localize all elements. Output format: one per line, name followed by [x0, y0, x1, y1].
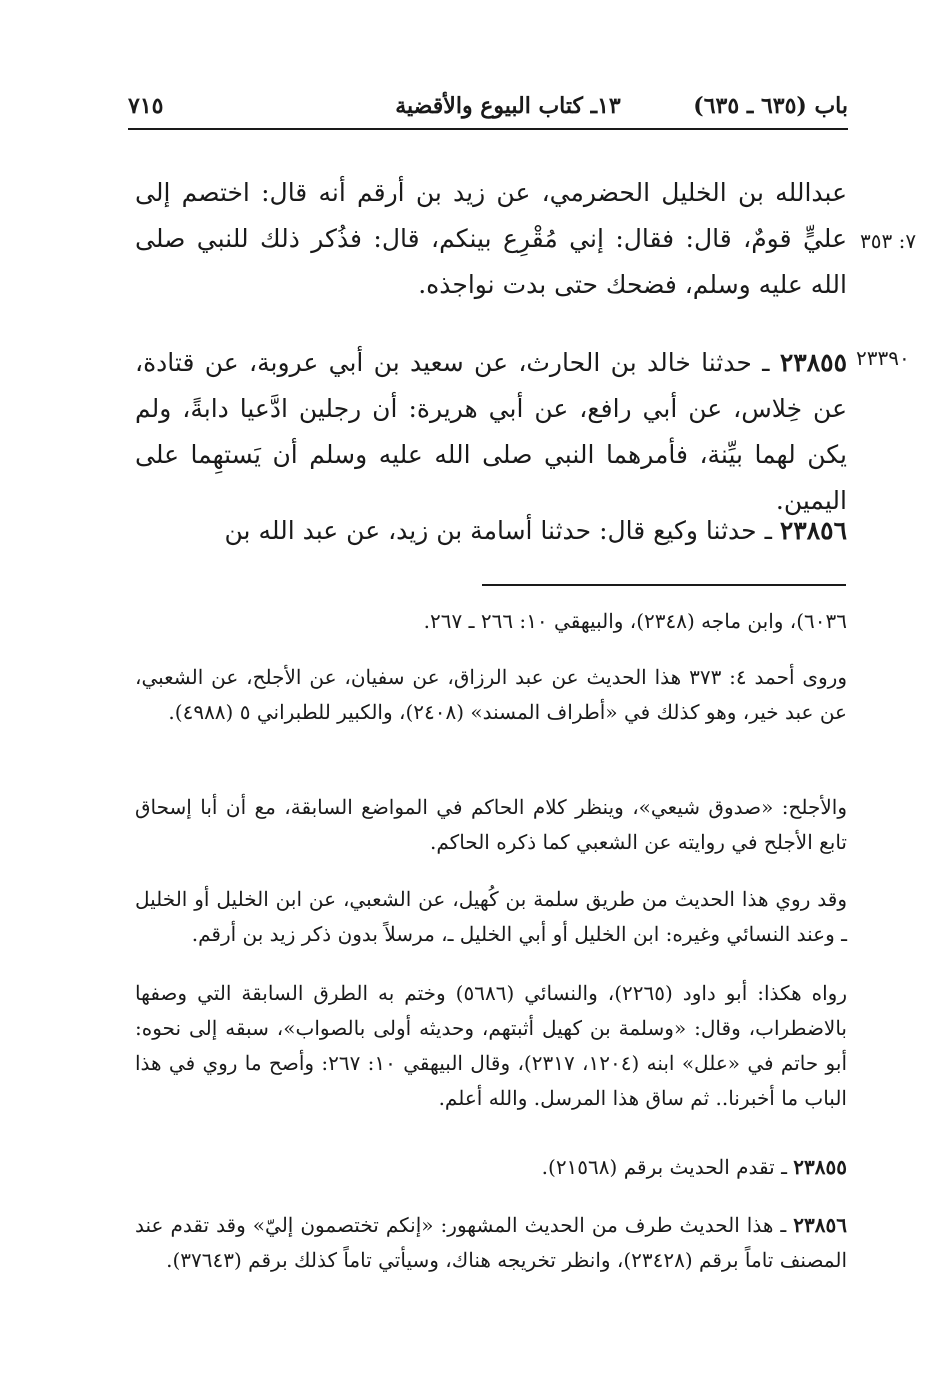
hadith-continuation: عبدالله بن الخليل الحضرمي، عن زيد بن أرقم أنه قال: اختصم إلى عليٍّ قومٌ، قال: فقال: إني مُقْرِع بينكم، قال: فذُكر ذلك للنبي صلى الله عليه وسلم، فضحك حتى بدت نواجذه.	[135, 178, 847, 299]
footnote-text: ـ تقدم الحديث برقم (٢١٥٦٨).	[541, 1155, 794, 1179]
footnote-separator	[482, 584, 846, 586]
footnote-text: ـ هذا الحديث طرف من الحديث المشهور: «إنكم تختصمون إليّ» وقد تقدم عند المصنف تاماً برقم (٢٣٤٢٨)، وانظر تخريجه هناك، وسيأتي تاماً كذلك برقم (٣٧٦٤٣).	[135, 1213, 847, 1272]
hadith-text: ـ حدثنا وكيع قال: حدثنا أسامة بن زيد، عن عبد الله بن	[224, 516, 780, 545]
hadith-23855	[135, 340, 847, 524]
footnote-text: ٦٠٣٦)، وابن ماجه (٢٣٤٨)، والبيهقي ١٠: ٢٦٦ ـ ٢٦٧.	[423, 609, 847, 633]
page-number: ٧١٥	[128, 93, 164, 119]
footnote-text: وقد روي هذا الحديث من طريق سلمة بن كُهيل، عن الشعبي، عن ابن الخليل أو الخليل ـ وعند النسائي وغيره: ابن الخليل أو أبي الخليل ـ، مرسلاً بدون ذكر زيد بن أرقم.	[135, 887, 847, 946]
footnote-3	[135, 790, 847, 860]
footnote-4	[135, 882, 847, 952]
header-rule	[128, 128, 848, 130]
footnote-5	[135, 976, 847, 1116]
hadith-number: ٢٣٨٥٥	[779, 348, 847, 377]
footnote-1	[135, 604, 847, 639]
book-title: ١٣ـ كتاب البيوع والأقضية	[395, 93, 621, 119]
footnote-text: وروى أحمد ٤: ٣٧٣ هذا الحديث عن عبد الرزاق، عن سفيان، عن الأجلح، عن الشعبي، عن عبد خير، وهو كذلك في «أطراف المسند» (٢٤٠٨)، والكبير للطبراني ٥ (٤٩٨٨).	[135, 665, 848, 724]
footnote-hadith-number: ٢٣٨٥٦	[793, 1213, 847, 1237]
margin-reference-volume: ٧: ٣٥٣	[860, 229, 917, 253]
footnote-text: والأجلح: «صدوق شيعي»، وينظر كلام الحاكم في المواضع السابقة، مع أن أبا إسحاق تابع الأجلح في روايته عن الشعبي كما ذكره الحاكم.	[135, 795, 847, 854]
footnote-hadith-number: ٢٣٨٥٥	[793, 1155, 847, 1179]
footnote-7	[135, 1208, 847, 1278]
margin-reference-number: ٢٣٣٩٠	[856, 346, 910, 370]
hadith-number: ٢٣٨٥٦	[779, 516, 847, 545]
footnote-6	[135, 1150, 847, 1185]
running-header	[128, 86, 848, 126]
chapter-title: باب (٦٣٥ ـ ٦٣٥)	[693, 93, 848, 119]
hadith-text: ـ حدثنا خالد بن الحارث، عن سعيد بن أبي عروبة، عن قتادة، عن خِلاس، عن أبي رافع، عن أبي هريرة: أن رجلين ادَّعيا دابةً، ولم يكن لهما بيِّنة، فأمرهما النبي صلى الله عليه وسلم أن يَستهِما على اليمين.	[135, 348, 847, 515]
main-paragraph-1	[135, 170, 847, 308]
footnote-2	[135, 660, 847, 730]
footnote-text: رواه هكذا: أبو داود (٢٢٦٥)، والنسائي (٥٦٨٦) وختم به الطرق السابقة التي وصفها بالاضطراب، وقال: «وسلمة بن كهيل أثبتهم، وحديثه أولى بالصواب»، سبقه إلى نحوه: أبو حاتم في «علل» ابنه (١٢٠٤، ٢٣١٧)، وقال البيهقي ١٠: ٢٦٧: وأصح ما روي في هذا الباب ما أخبرنا.. ثم ساق هذا المرسل. والله أعلم.	[135, 981, 847, 1110]
hadith-23856	[135, 508, 847, 554]
